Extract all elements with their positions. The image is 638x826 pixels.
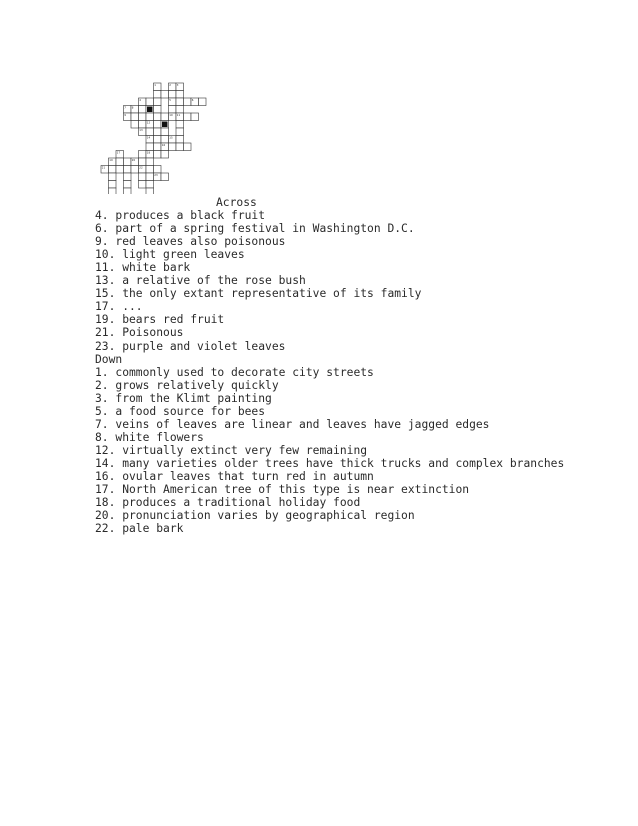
grid-clue-number: 11 [176,114,181,117]
grid-clue-number: 21 [101,166,106,170]
down-clue: 2. grows relatively quickly [95,378,279,392]
grid-cell [131,113,139,121]
grid-cell [184,98,192,106]
grid-cell [139,106,147,114]
grid-cell [169,106,177,114]
grid-cell [124,188,132,194]
grid-cell [161,173,169,181]
grid-clue-number: 13 [139,129,143,132]
grid-clue-number: 23 [154,174,158,177]
grid-cell [146,173,154,181]
grid-cell [161,151,169,159]
grid-cell [146,181,154,189]
grid-cell [131,121,139,129]
down-clue: 20. pronunciation varies by geographical region [95,509,415,523]
grid-cell [116,166,124,174]
grid-cell [131,166,139,174]
grid-cell [146,128,154,136]
grid-cell [154,151,162,159]
grid-cell [154,143,162,151]
grid-clue-number: 12 [146,121,151,125]
grid-cell [161,136,169,144]
grid-cell [184,143,192,151]
grid-cell [169,143,177,151]
across-clue: 19. bears red fruit [95,313,225,327]
down-clue: 16. ovular leaves that turn red in autumn [95,469,374,483]
grid-cell [154,128,162,136]
grid-cell [154,121,162,129]
across-clue: 13. a relative of the rose bush [95,274,306,288]
grid-cell [124,166,132,174]
across-clue: 11. white bark [95,261,191,275]
across-clue: 23. purple and violet leaves [95,339,286,353]
down-clue: 3. from the Klimt painting [95,391,272,405]
grid-clue-number: 14 [146,136,151,140]
grid-cell [199,98,207,106]
grid-cell [154,166,162,174]
grid-clue-number: 19 [109,159,113,162]
grid-cell [124,173,132,181]
grid-cell [184,113,192,121]
across-clue: 4. produces a black fruit [95,209,266,223]
grid-cell [109,173,117,181]
down-clue: 22. pale bark [95,522,184,536]
grid-cell [154,113,162,121]
across-heading: Across [216,196,257,209]
grid-clue-number: 6 [191,99,194,102]
across-clue: 6. part of a spring festival in Washington D.C. [95,222,415,236]
across-clue: 15. the only extant representative of its family [95,287,422,301]
grid-cell [109,166,117,174]
grid-cell [139,121,147,129]
across-clue: 21. Poisonous [95,326,184,340]
grid-cell [116,158,124,166]
across-clue: 10. light green leaves [95,248,245,262]
grid-cell [139,158,147,166]
down-clue: 18. produces a traditional holiday food [95,496,361,510]
grid-clue-number: 5 [169,99,171,102]
grid-cell [161,91,169,99]
grid-cell [146,143,154,151]
down-clue: 14. many varieties older trees have thick trucks and complex branches [95,456,565,470]
grid-cell [176,98,184,106]
down-clue: 8. white flowers [95,430,204,444]
down-clue: 12. virtually extinct very few remaining [95,443,368,457]
grid-cell [191,113,199,121]
grid-cell [146,158,154,166]
grid-cell [154,106,162,114]
grid-cell [176,136,184,144]
grid-clue-number: 8 [131,106,134,110]
grid-cell [146,113,154,121]
grid-clue-number: 15 [169,136,173,140]
grid-cell [176,91,184,99]
grid-cell [154,136,162,144]
down-clue: 1. commonly used to decorate city streets [95,365,374,379]
grid-clue-number: 7 [124,106,126,110]
down-clue: 17. North American tree of this type is near extinction [95,483,470,497]
grid-clue-number: 20 [131,159,136,162]
grid-cell [176,121,184,129]
grid-clue-number: 16 [161,144,166,147]
grid-clue-number: 4 [139,99,141,102]
grid-cell [161,128,169,136]
grid-clue-number: 22 [139,166,143,170]
grid-clue-number: 2 [169,84,171,87]
grid-cell [154,98,162,106]
grid-clue-number: 1 [154,84,156,87]
down-heading: Down [95,352,123,366]
grid-cell [176,106,184,114]
grid-cell [169,91,177,99]
grid-cell [146,98,154,106]
grid-cell [139,113,147,121]
grid-cell [176,143,184,151]
grid-cell [154,91,162,99]
grid-cell [176,128,184,136]
across-clue: 9. red leaves also poisonous [95,235,286,249]
grid-cell [139,173,147,181]
grid-cell [109,181,117,189]
grid-clue-number: 9 [124,114,126,117]
grid-cell [146,166,154,174]
crossword-grid [100,82,210,194]
across-clue: 17. ... [95,300,143,314]
grid-block [162,122,168,128]
grid-cell [124,181,132,189]
grid-cell [139,151,147,159]
grid-cell [139,181,147,189]
grid-cell [146,188,154,194]
clue-list [95,196,615,535]
grid-cell [124,158,132,166]
grid-clue-number: 17 [116,151,121,155]
down-clue: 7. veins of leaves are linear and leaves have jagged edges [95,417,490,431]
grid-block [147,107,153,113]
grid-clue-number: 3 [176,84,179,87]
grid-cell [161,113,169,121]
grid-clue-number: 10 [169,114,173,117]
crossword-grid-svg [100,82,210,194]
grid-clue-number: 18 [146,151,151,155]
down-clue: 5. a food source for bees [95,404,266,418]
grid-cell [109,188,117,194]
